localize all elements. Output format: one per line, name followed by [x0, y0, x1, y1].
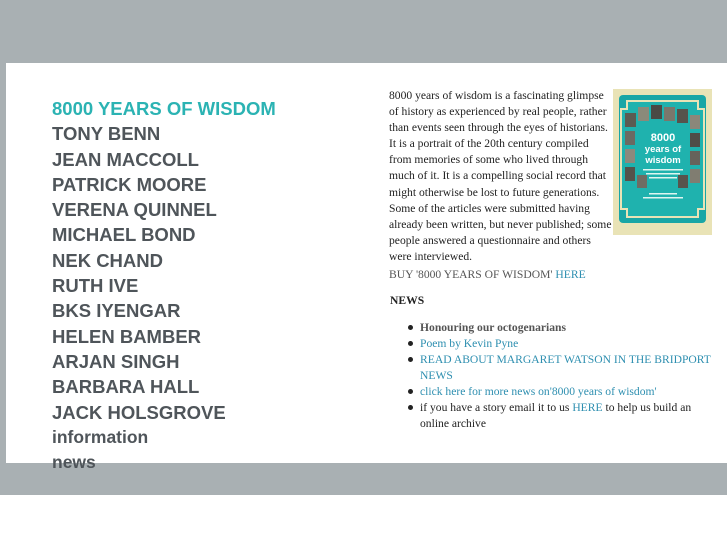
news-link-more-news[interactable]: click here for more news on'8000 years of wisdom' — [420, 385, 657, 399]
nav-item-nek-chand[interactable]: NEK CHAND — [52, 249, 163, 271]
nav-item-helen-bamber[interactable]: HELEN BAMBER — [52, 325, 202, 347]
nav-item-bks-iyengar[interactable]: BKS IYENGAR — [52, 300, 181, 322]
buy-line — [389, 268, 586, 281]
news-link-poem-kevin-pyne[interactable]: Poem by Kevin Pyne — [420, 337, 519, 351]
news-story-text: if you have a story email it to us — [420, 401, 570, 415]
nav-item-news[interactable]: news — [52, 452, 96, 473]
news-list — [420, 320, 720, 432]
news-item — [420, 352, 720, 383]
nav-item-ruth-ive[interactable]: RUTH IVE — [52, 275, 139, 297]
news-link-margaret-watson[interactable]: READ ABOUT MARGARET WATSON IN THE BRIDPORT NEWS — [420, 353, 711, 382]
nav-item-michael-bond[interactable]: MICHAEL BOND — [52, 224, 196, 246]
buy-text: BUY '8000 YEARS OF WISDOM' — [389, 268, 553, 281]
nav-item-information[interactable]: information — [52, 426, 149, 447]
nav-item-jack-holsgrove[interactable]: JACK HOLSGROVE — [52, 401, 226, 423]
news-story-here-link[interactable]: HERE — [572, 401, 603, 415]
news-story-text-end: to help us build an online archive — [420, 401, 692, 430]
book-cover-image[interactable] — [613, 89, 712, 235]
bullet-icon — [408, 325, 413, 330]
header-band — [0, 0, 727, 63]
news-heading: NEWS — [390, 294, 425, 307]
nav-item-jean-maccoll[interactable]: JEAN MACCOLL — [52, 148, 199, 170]
intro-paragraph: 8000 years of wisdom is a fascinating glimpse of history as experienced by real people, rather than events seen through the eyes of historians. It is a portrait of the 20th century compiled from memories of some who lived through much of it. It is a compelling social record that might otherwise be lost to future generations. Some of the articles were submitted having already been written, but never published; some people answered a questionnaire and others were interviewed. — [389, 89, 612, 263]
nav-item-verena-quinnel[interactable]: VERENA QUINNEL — [52, 199, 217, 221]
buy-here-link[interactable]: HERE — [555, 268, 586, 281]
news-item — [420, 336, 720, 352]
news-item — [420, 320, 720, 336]
nav-item-tony-benn[interactable]: TONY BENN — [52, 123, 161, 145]
book-title-line1: 8000 — [650, 132, 676, 144]
news-item — [420, 384, 720, 400]
nav-item-barbara-hall[interactable]: BARBARA HALL — [52, 376, 200, 398]
nav-item-8000-years-of-wisdom[interactable]: 8000 YEARS OF WISDOM — [52, 98, 276, 119]
book-cover-art — [613, 89, 712, 235]
nav-item-patrick-moore[interactable]: PATRICK MOORE — [52, 173, 207, 195]
news-link-honouring-octogenarians[interactable]: Honouring our octogenarians — [420, 321, 567, 334]
book-title-line2: years of — [644, 144, 682, 155]
book-title-line3: wisdom — [645, 155, 681, 166]
nav-item-arjan-singh[interactable]: ARJAN SINGH — [52, 350, 180, 372]
news-item — [420, 400, 720, 431]
main-navigation — [52, 96, 276, 475]
